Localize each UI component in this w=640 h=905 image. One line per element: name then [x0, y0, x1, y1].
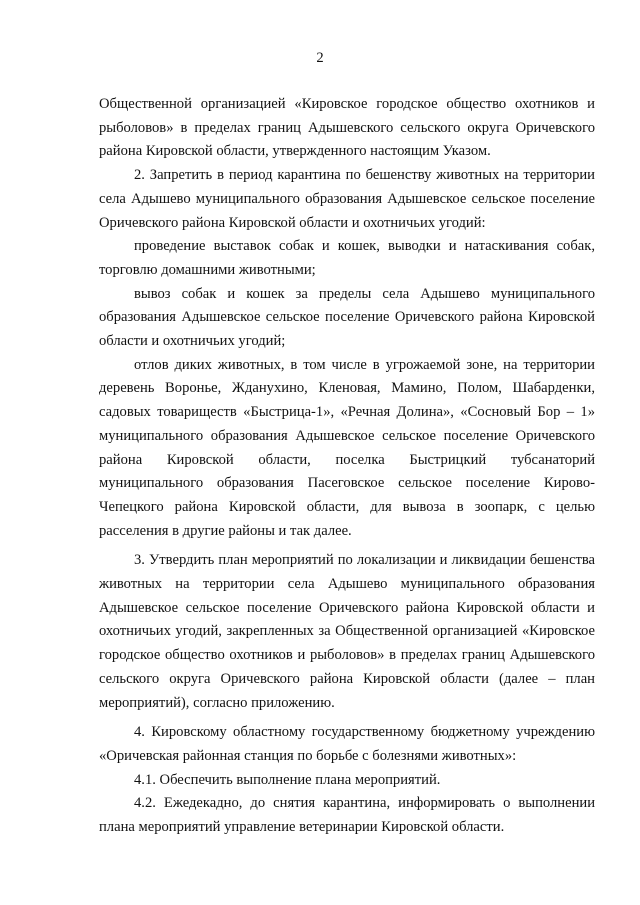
paragraph-item-2: 2. Запретить в период карантина по бешенству животных на территории села Адышево муниципального образования Адышевское сельское поселение Оричевского района Кировской области и охотничьих угодий:: [99, 167, 595, 231]
paragraph-item-4: 4. Кировскому областному государственному бюджетному учреждению «Оричевская районная станция по борьбе с болезнями животных»:: [99, 724, 595, 764]
paragraph-export: вывоз собак и кошек за пределы села Адышево муниципального образования Адышевское сельское поселение Оричевского района Кировской области и охотничьих угодий;: [99, 285, 595, 350]
paragraph-wild-animals: отлов диких животных, в том числе в угрожаемой зоне, на территории деревень Воронье, Жданухино, Кленовая, Мамино, Полом, Шабарденки, садовых товариществ «Быстрица-1», «Речная Долина», «Сосновый Бор – 1» муниципального образования Адышевское сельское поселение Оричевского района Кировской области, поселка Быстрицкий тубсанаторий муниципального образования Пасеговское сельское поселение Кирово-Чепецкого района Кировской области, для вывоза в зоопарк, с целью расселения в другие районы и так далее.: [99, 356, 595, 539]
paragraph-item-3: 3. Утвердить план мероприятий по локализации и ликвидации бешенства животных на территории села Адышево муниципального образования Адышевское сельское поселение Оричевского района Кировской области и охотничьих угодий, закрепленных за Общественной организацией «Кировское городское общество охотников и рыболовов» в пределах границ Адышевского сельского округа Оричевского района Кировской области (далее – план мероприятий), согласно приложению.: [99, 552, 595, 711]
paragraph-continuation: Общественной организацией «Кировское городское общество охотников и рыболовов» в пределах границ Адышевского сельского округа Оричевского района Кировской области, утвержденного настоящим Указом.: [99, 96, 595, 160]
page-number: 2: [316, 50, 324, 66]
document-body: [99, 93, 595, 840]
paragraph-item-4-2: 4.2. Ежедекадно, до снятия карантина, информировать о выполнении плана мероприятий управление ветеринарии Кировской области.: [99, 795, 595, 836]
paragraph-item-4-1: 4.1. Обеспечить выполнение плана мероприятий.: [134, 771, 441, 788]
paragraph-exhibitions: проведение выставок собак и кошек, выводки и натаскивания собак, торговлю домашними животными;: [99, 238, 595, 278]
